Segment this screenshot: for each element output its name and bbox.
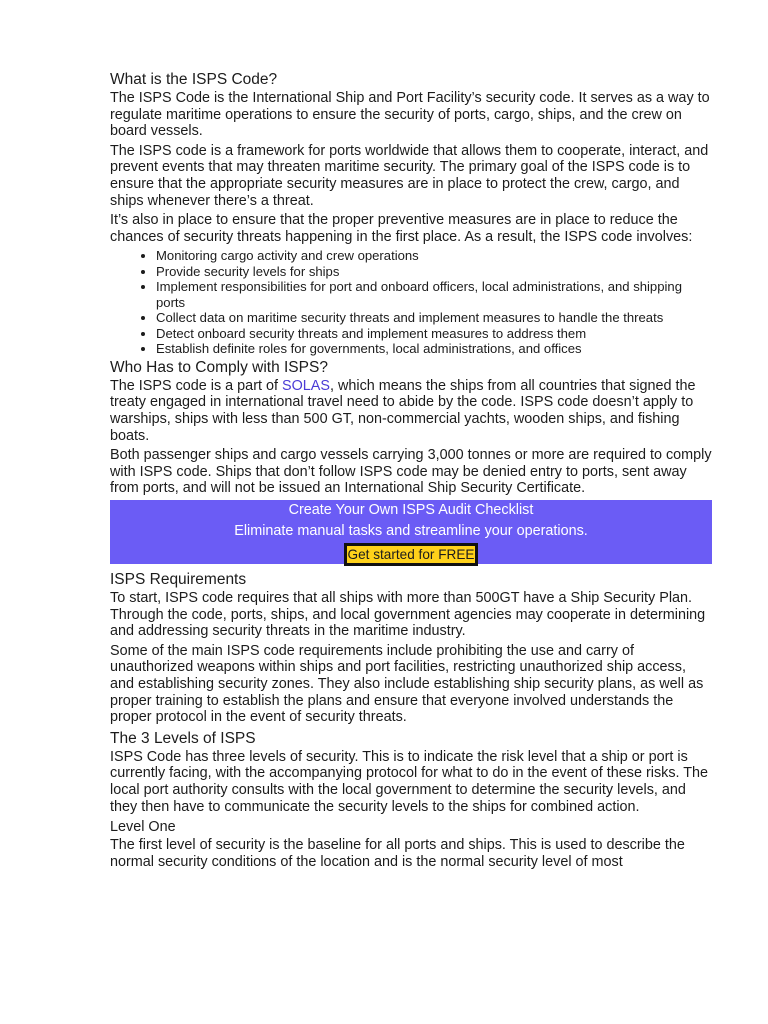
article [110,70,712,873]
paragraph-text: The ISPS code is a part of [110,377,282,394]
list-item: • Provide security levels for ships [156,264,712,280]
isps-involves-list [110,248,712,357]
paragraph: The first level of security is the baseline for all ports and ships. This is used to describe the normal security conditions of the location and is the normal security level of most [110,837,685,870]
paragraph: The ISPS code is a framework for ports worldwide that allows them to cooperate, interact, and prevent events that may threaten maritime security. The primary goal of the ISPS code is to ensure that the appropriate security measures are in place to protect the crew, cargo, and ships whenever there’s a threat. [110,142,709,209]
paragraph: ISPS Code has three levels of security. This is to indicate the risk level that a ship or port is currently facing, with the accompanying protocol for what to do in the event of these risks. The local port authority consults with the local government to determine the security levels, and they then have to communicate the security levels to the ships for combined action. [110,748,709,815]
list-item: • Monitoring cargo activity and crew operations [156,248,712,264]
paragraph: Some of the main ISPS code requirements include prohibiting the use and carry of unauthorized weapons within ships and port facilities, restricting unauthorized ship access, and establishing security zones. They also include establishing ship security plans, as well as proper training to establish the plans and ensure that everyone involved understands the proper protocol in the event of security threats. [110,642,704,726]
heading-isps-requirements: ISPS Requirements [110,571,247,588]
cta-title: Create Your Own ISPS Audit Checklist [288,502,534,518]
heading-what-is-isps: What is the ISPS Code? [110,71,278,88]
paragraph: Both passenger ships and cargo vessels carrying 3,000 tonnes or more are required to comply with ISPS code. Ships that don’t follow ISPS code may be denied entry to ports, sent away from ports, and will not be issued an International Ship Security Certificate. [110,447,712,497]
paragraph: The ISPS Code is the International Ship and Port Facility’s security code. It serves as a way to regulate maritime operations to ensure the security of ports, cargo, ships, and the crew on board vessels. [110,90,710,140]
list-item: • Implement responsibilities for port and onboard officers, local administrations, and shipping ports [156,279,712,310]
list-item: • Establish definite roles for governments, local administrations, and offices [156,341,712,357]
paragraph: It’s also in place to ensure that the proper preventive measures are in place to reduce the chances of security threats happening in the first place. As a result, the ISPS code involves: [110,212,693,245]
paragraph-text: , which means the ships from all countries that signed the treaty engaged in international travel need to abide by the code. ISPS code doesn’t apply to warships, ships with less than 500 GT, non-commercial yachts, wooden ships, and fishing boats. [110,377,696,444]
heading-level-one: Level One [110,819,176,836]
cta-subtitle: Eliminate manual tasks and streamline your operations. [234,523,588,539]
solas-link[interactable]: SOLAS [281,377,330,394]
list-item: • Detect onboard security threats and implement measures to address them [156,326,712,342]
list-item: • Collect data on maritime security threats and implement measures to handle the threats [156,310,712,326]
cta-banner [110,500,712,564]
get-started-button[interactable]: Get started for FREE [344,543,479,566]
paragraph [110,378,712,444]
paragraph: To start, ISPS code requires that all ships with more than 500GT have a Ship Security Plan. Through the code, ports, ships, and local government agencies may cooperate in determining and addressing security threats in the maritime industry. [110,590,706,640]
heading-who-has-to-comply: Who Has to Comply with ISPS? [110,358,328,376]
heading-three-levels: The 3 Levels of ISPS [110,729,256,747]
